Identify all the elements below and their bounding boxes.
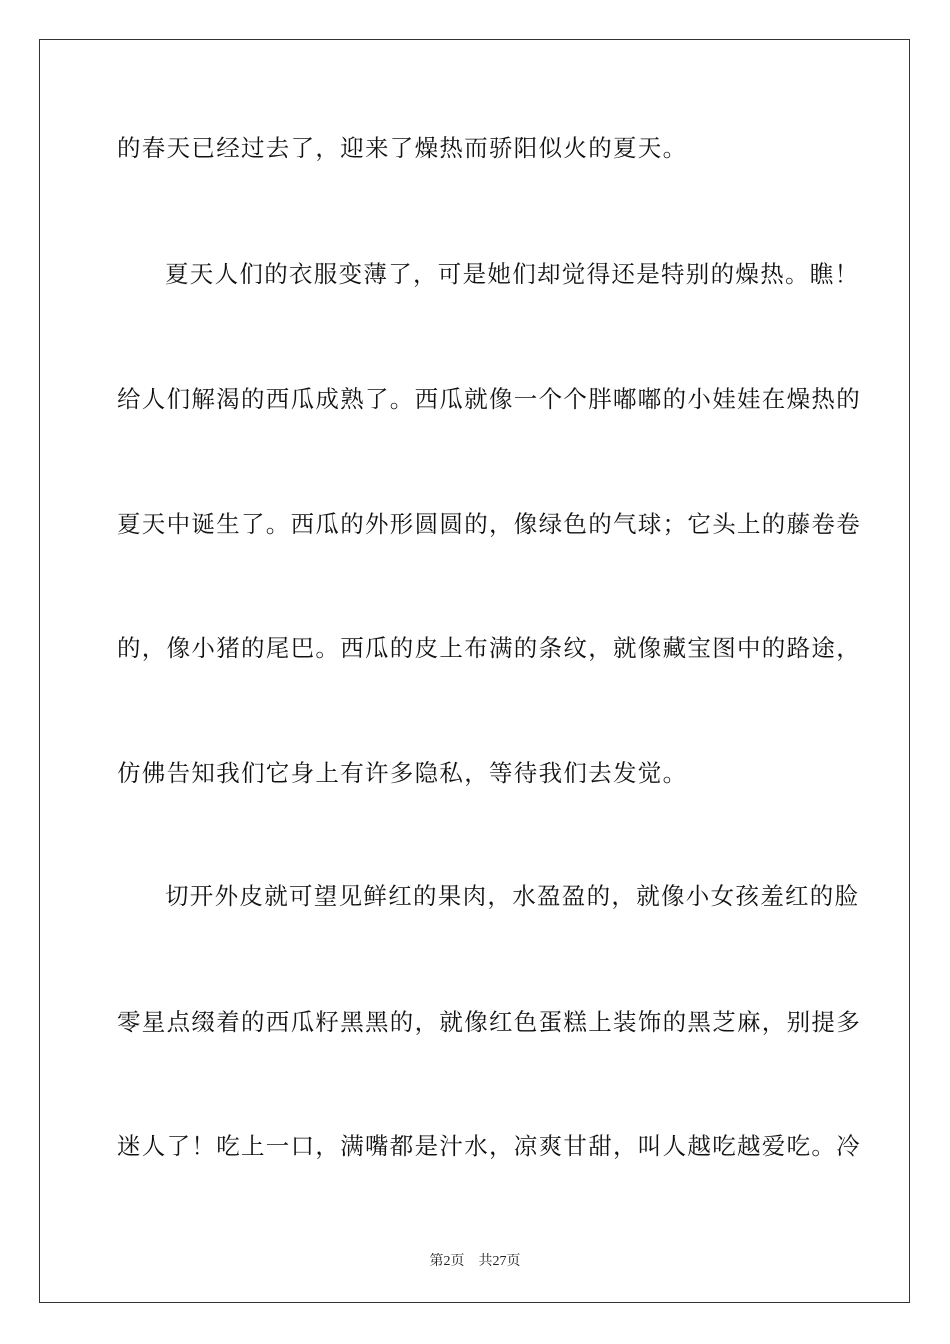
page-frame <box>39 39 910 1303</box>
text-line: 夏天中诞生了。西瓜的外形圆圆的，像绿色的气球；它头上的藤卷卷 <box>117 510 861 538</box>
page-footer <box>0 1250 950 1270</box>
text-line: 的春天已经过去了，迎来了燥热而骄阳似火的夏天。 <box>117 134 688 162</box>
paragraph-start-line: 切开外皮就可望见鲜红的果肉，水盈盈的，就像小女孩羞红的脸 <box>165 882 860 910</box>
page-number: 第2页 <box>429 1254 465 1269</box>
text-line: 零星点缀着的西瓜籽黑黑的，就像红色蛋糕上装饰的黑芝麻，别提多 <box>117 1008 861 1036</box>
text-line: 仿佛告知我们它身上有许多隐私，等待我们去发觉。 <box>117 759 688 787</box>
text-line: 的，像小猪的尾巴。西瓜的皮上布满的条纹，就像藏宝图中的路途， <box>117 634 861 662</box>
text-line: 迷人了！吃上一口，满嘴都是汁水，凉爽甘甜，叫人越吃越爱吃。冷 <box>117 1132 861 1160</box>
paragraph-start-line: 夏天人们的衣服变薄了，可是她们却觉得还是特别的燥热。瞧！ <box>165 260 860 288</box>
page-total: 共27页 <box>478 1254 521 1269</box>
text-line: 给人们解渴的西瓜成熟了。西瓜就像一个个胖嘟嘟的小娃娃在燥热的 <box>117 385 861 413</box>
